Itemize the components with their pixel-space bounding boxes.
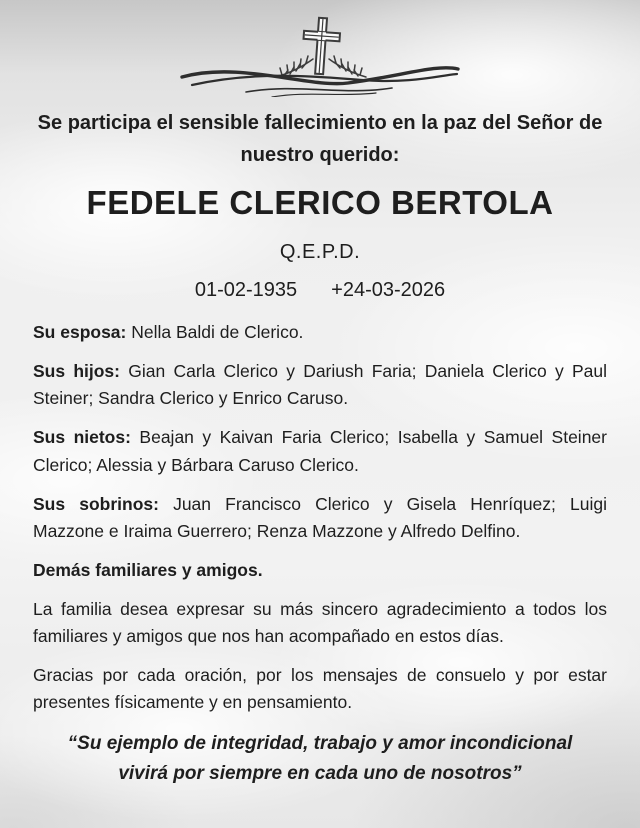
death-date: +24-03-2026 xyxy=(331,279,446,301)
life-dates xyxy=(0,279,640,302)
birth-date: 01-02-1935 xyxy=(194,279,298,301)
qepd-text: Q.E.P.D. xyxy=(279,241,361,263)
children-line xyxy=(33,358,607,412)
grandchildren-label: Sus nietos: xyxy=(33,427,131,448)
grandchildren-names: Beajan y Kaivan Faria Clerico; Isabella y Samuel Steiner Clerico; Alessia y Bárbara Caruso Clerico. xyxy=(33,427,607,475)
grandchildren-line xyxy=(33,424,607,478)
nephews-label: Sus sobrinos: xyxy=(33,493,159,514)
spouse-names: Nella Baldi de Clerico. xyxy=(131,322,304,342)
family-section xyxy=(33,319,607,717)
nephews-line xyxy=(33,491,607,545)
cross-with-wheat-and-waves-icon xyxy=(180,15,460,97)
announcement-text: Se participa el sensible fallecimiento en la paz del Señor de nuestro querido: xyxy=(37,112,603,166)
deceased-name: FEDELE CLERICO BERTOLA xyxy=(86,184,554,221)
nephews-names: Juan Francisco Clerico y Gisela Henríquez; Luigi Mazzone e Iraima Guerrero; Renza Mazzone y Alfredo Delfino. xyxy=(33,493,607,541)
spouse-label: Su esposa: xyxy=(33,322,127,342)
thanks-paragraph-2: Gracias por cada oración, por los mensajes de consuelo y por estar presentes físicamente y en pensamiento. xyxy=(33,665,607,713)
thanks-paragraph-1: La familia desea expresar su más sincero agradecimiento a todos los familiares y amigos que nos han acompañado en estos días. xyxy=(33,599,607,647)
other-family-line: Demás familiares y amigos. xyxy=(33,559,263,580)
children-names: Gian Carla Clerico y Dariush Faria; Daniela Clerico y Paul Steiner; Sandra Clerico y Enrico Caruso. xyxy=(33,361,607,409)
obituary-card xyxy=(0,15,640,828)
memorial-quote: “Su ejemplo de integridad, trabajo y amor incondicional vivirá por siempre en cada uno de nosotros” xyxy=(67,732,573,784)
spouse-line xyxy=(33,319,607,346)
children-label: Sus hijos: xyxy=(33,361,120,382)
